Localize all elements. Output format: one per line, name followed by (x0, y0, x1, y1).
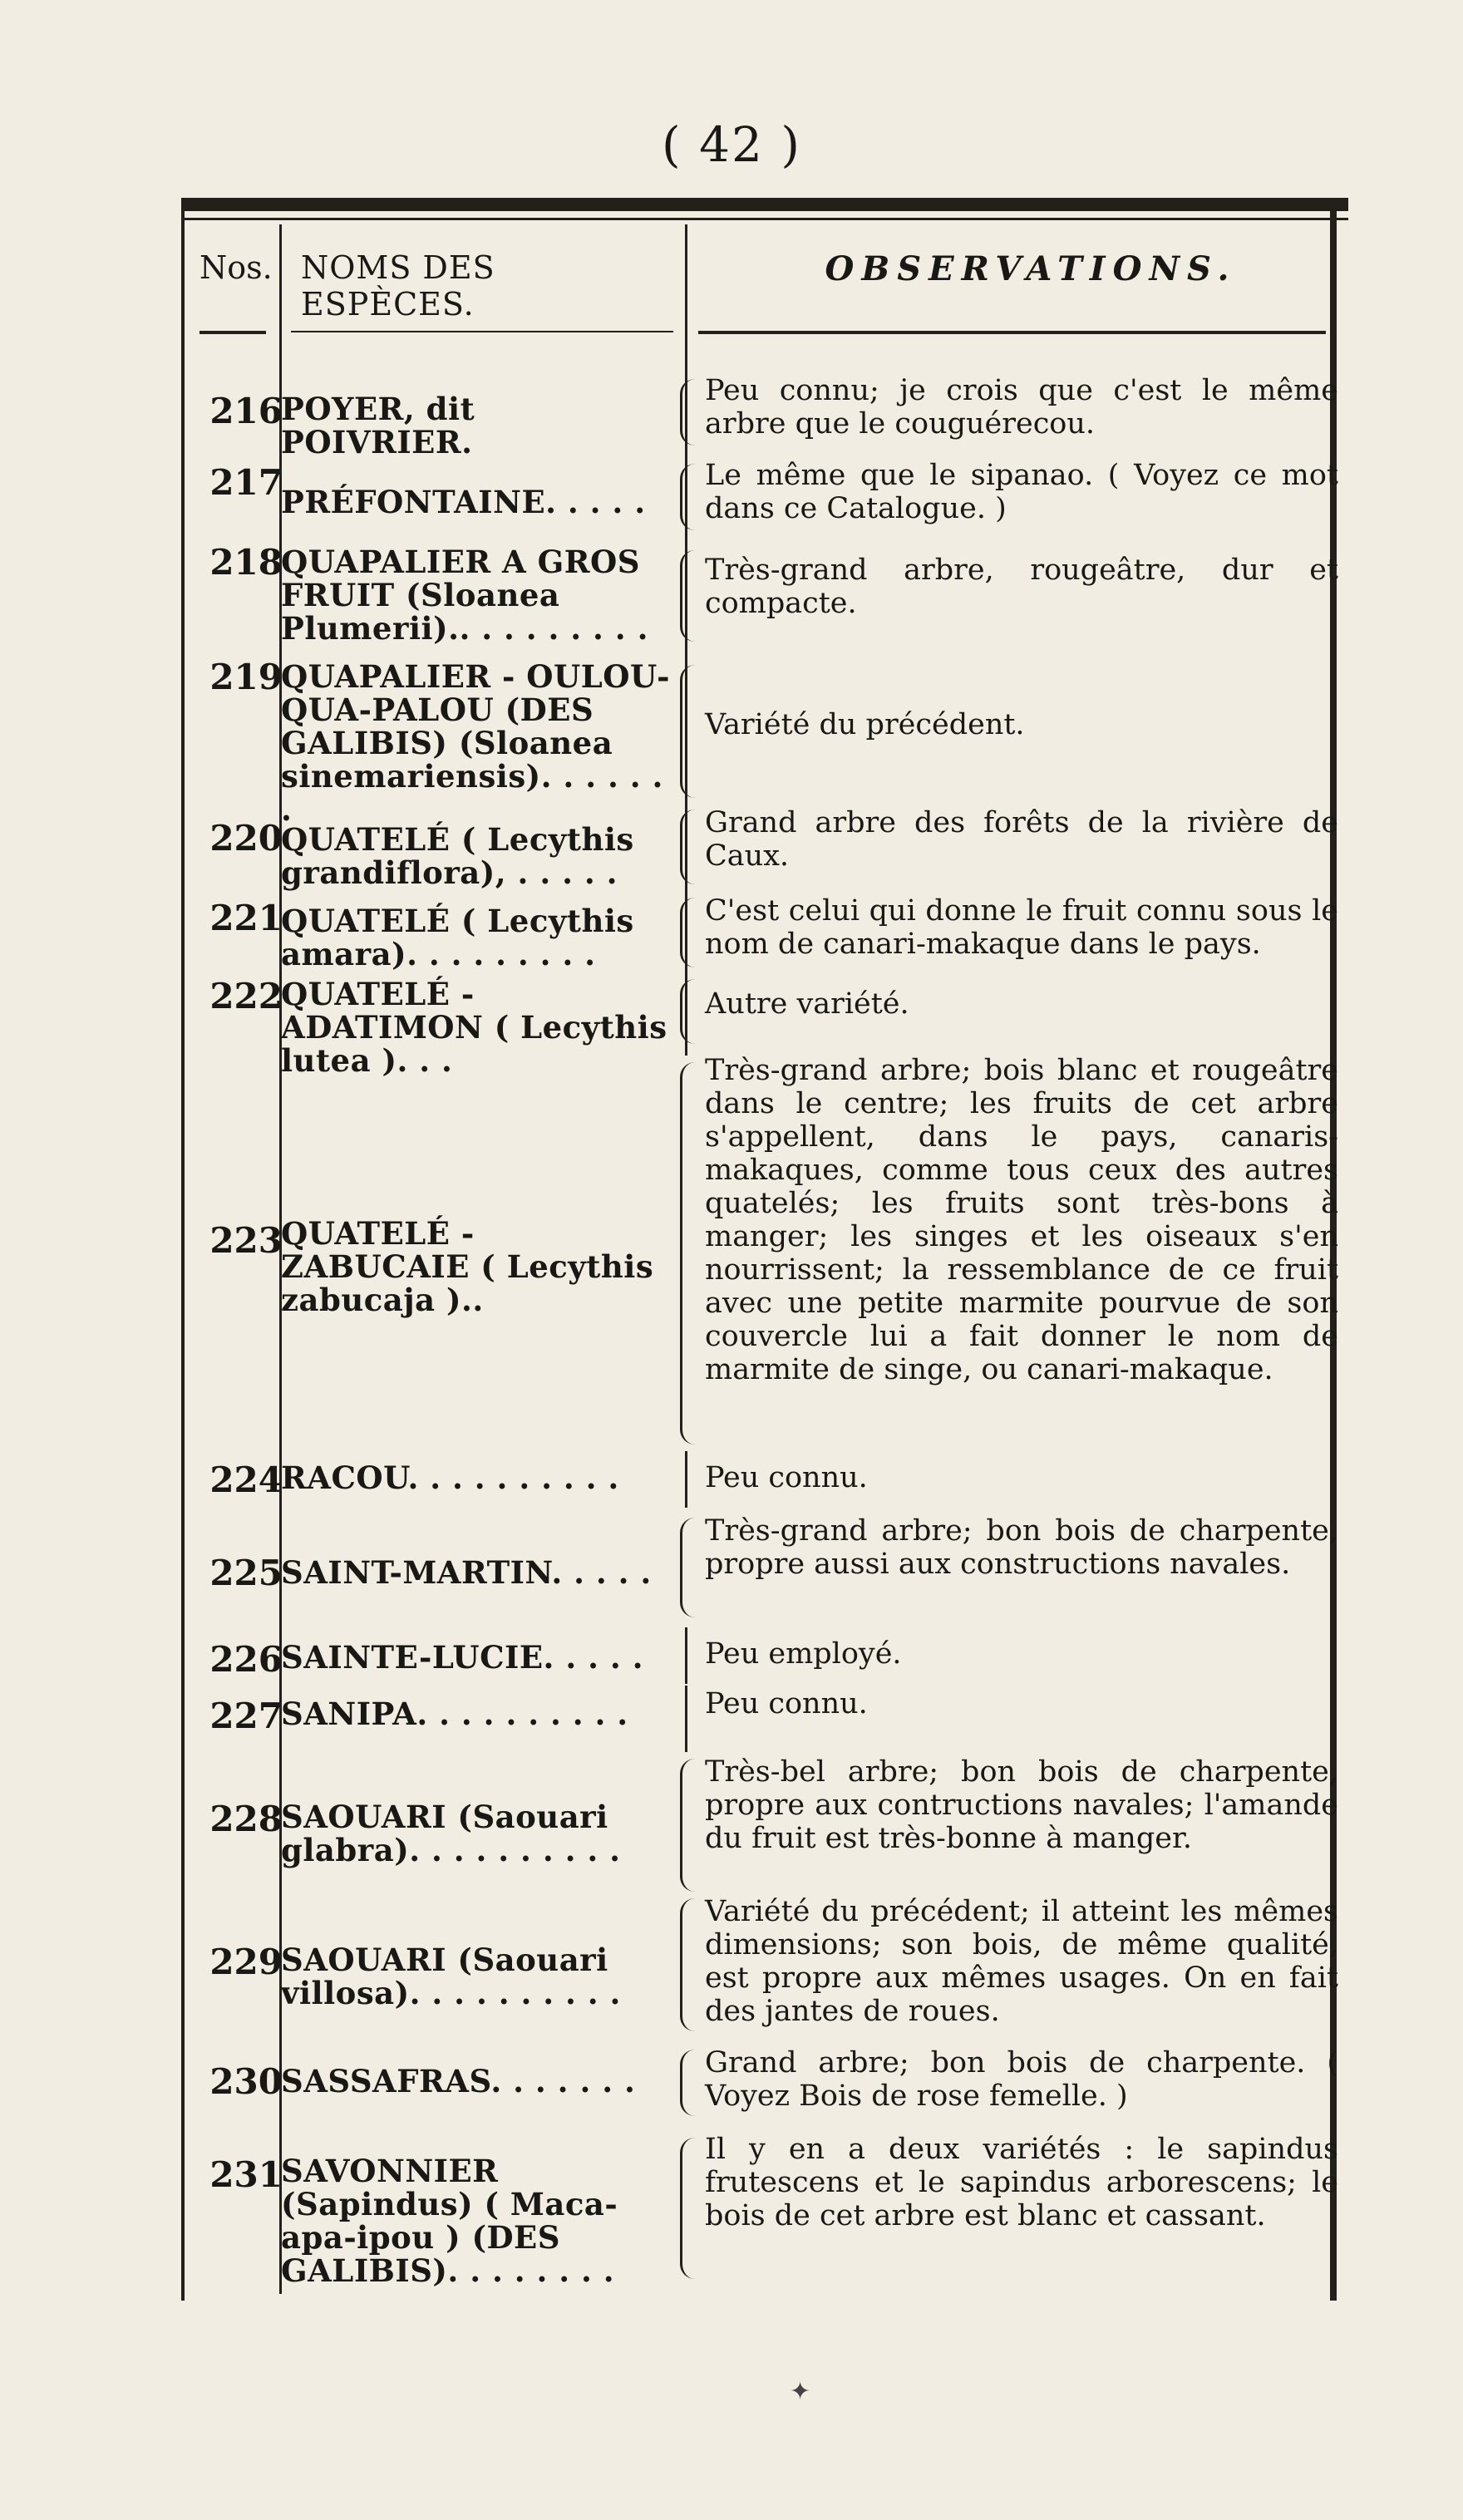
species-name: QUATELÉ - ZABUCAIE ( Lecythis zabucaja ).. (281, 1215, 654, 1318)
species-name: SAINTE-LUCIE. . . . . (281, 1639, 643, 1676)
table-row (181, 1895, 1348, 2036)
table-row (181, 1627, 1348, 1686)
table-row (181, 1686, 1348, 1760)
entry-number: 230 (209, 2061, 283, 2102)
species-name: SANIPA. . . . . . . . . . (281, 1696, 628, 1732)
column-header-names: NOMS DES ESPÈCES. (301, 249, 495, 322)
observation: C'est celui qui donne le fruit connu sous le nom de canari-makaque dans le pays. (705, 894, 1338, 961)
entry-number: 219 (209, 657, 283, 697)
column-header-no: Nos. (200, 249, 273, 286)
species-name: RACOU. . . . . . . . . . (281, 1459, 619, 1496)
entry-number: 216 (209, 391, 283, 431)
species-name: QUATELÉ ( Lecythis amara). . . . . . . . . (281, 903, 634, 972)
table-row (181, 2045, 1348, 2128)
table-row (181, 372, 1348, 460)
table-row (181, 457, 1348, 540)
observation: Très-grand arbre; bon bois de charpente, propre aussi aux constructions navales. (705, 1514, 1338, 1581)
observation: Il y en a deux variétés : le sapindus frutescens et le sapindus arborescens; le bois de cet arbre est blanc et cassant. (705, 2133, 1338, 2232)
table-row (181, 894, 1348, 977)
entry-number: 223 (209, 1220, 283, 1261)
divider (685, 1686, 687, 1752)
table-row (181, 1511, 1348, 1627)
species-name: QUATELÉ - ADATIMON ( Lecythis lutea ). . . (281, 976, 667, 1079)
observation: Très-bel arbre; bon bois de charpente, propre aux contructions navales; l'amande du fruit est très-bonne à manger. (705, 1755, 1338, 1855)
species-name: SAVONNIER (Sapindus) ( Maca-apa-ipou ) (DES GALIBIS). . . . . . . . (281, 2153, 618, 2289)
entry-number: 221 (209, 898, 283, 938)
entry-number: 225 (209, 1553, 283, 1593)
divider (685, 1627, 687, 1684)
top-rule-thin (181, 218, 1348, 220)
species-name: SAINT-MARTIN. . . . . (281, 1554, 652, 1591)
observation: Peu connu. (705, 1687, 868, 1720)
table-row (181, 1054, 1348, 1453)
table-row (181, 1451, 1348, 1509)
observation: Grand arbre; bon bois de charpente. ( Voyez Bois de rose femelle. ) (705, 2046, 1338, 2113)
entry-number: 218 (209, 542, 283, 583)
table-row (181, 974, 1348, 1079)
observation: Peu employé. (705, 1637, 902, 1671)
species-name: PRÉFONTAINE. . . . . (281, 484, 646, 520)
page-number: ( 42 ) (662, 116, 801, 173)
entry-number: 229 (209, 1942, 283, 1982)
species-name: QUATELÉ ( Lecythis grandiflora), . . . . . (281, 821, 634, 891)
species-name: POYER, dit POIVRIER. (281, 391, 475, 460)
entry-number: 224 (209, 1459, 283, 1500)
table-row (181, 2129, 1348, 2296)
table-row (181, 1755, 1348, 1897)
entry-number: 222 (209, 976, 283, 1016)
species-name: SAOUARI (Saouari glabra). . . . . . . . . . (281, 1799, 621, 1868)
entry-number: 220 (209, 818, 283, 859)
header-rule-no (200, 331, 266, 334)
observation: Très-grand arbre, rougeâtre, dur et compacte. (705, 554, 1338, 620)
entry-number: 227 (209, 1696, 283, 1736)
top-rule (181, 198, 1348, 211)
divider (685, 1451, 687, 1508)
entry-number: 217 (209, 462, 283, 503)
observation: Variété du précédent. (705, 708, 1025, 741)
species-name: QUAPALIER A GROS FRUIT (Sloanea Plumerii).. . . . . . . . . (281, 544, 648, 647)
table-row (181, 542, 1348, 650)
ink-mark: ✦ (790, 2377, 811, 2406)
species-name: SASSAFRAS. . . . . . . (281, 2063, 636, 2099)
header-rule-observations (698, 331, 1326, 334)
entry-number: 228 (209, 1799, 283, 1839)
observation: Le même que le sipanao. ( Voyez ce mot dans ce Catalogue. ) (705, 459, 1338, 525)
observation: Grand arbre des forêts de la rivière de Caux. (705, 806, 1338, 873)
observation: Variété du précédent; il atteint les mêmes dimensions; son bois, de même qualité, est propre aux mêmes usages. On en fait des jantes de roues. (705, 1895, 1338, 2028)
species-name: SAOUARI (Saouari villosa). . . . . . . . . . (281, 1942, 621, 2011)
species-name: QUAPALIER - OULOU-QUA-PALOU (DES GALIBIS) (Sloanea sinemariensis). . . . . . . (281, 658, 671, 828)
entry-number: 226 (209, 1639, 283, 1680)
observation: Peu connu; je crois que c'est le même arbre que le couguérecou. (705, 374, 1338, 441)
entry-number: 231 (209, 2154, 283, 2195)
header-rule-names (291, 331, 673, 332)
table-row (181, 806, 1348, 898)
observation: Très-grand arbre; bois blanc et rougeâtre dans le centre; les fruits de cet arbre s'appellent, dans le pays, canaris-makaques, comme tous ceux des autres quatelés; les fruits sont très-bons à manger; les singes et les oiseaux s'en nourrissent; la ressemblance de ce fruit avec une petite marmite pourvue de son couvercle lui a fait donner le nom de marmite de singe, ou canari-makaque. (705, 1054, 1338, 1386)
observation: Autre variété. (705, 987, 909, 1021)
column-header-observations: OBSERVATIONS. (825, 249, 1237, 288)
observation: Peu connu. (705, 1461, 868, 1494)
table-row (181, 657, 1348, 828)
